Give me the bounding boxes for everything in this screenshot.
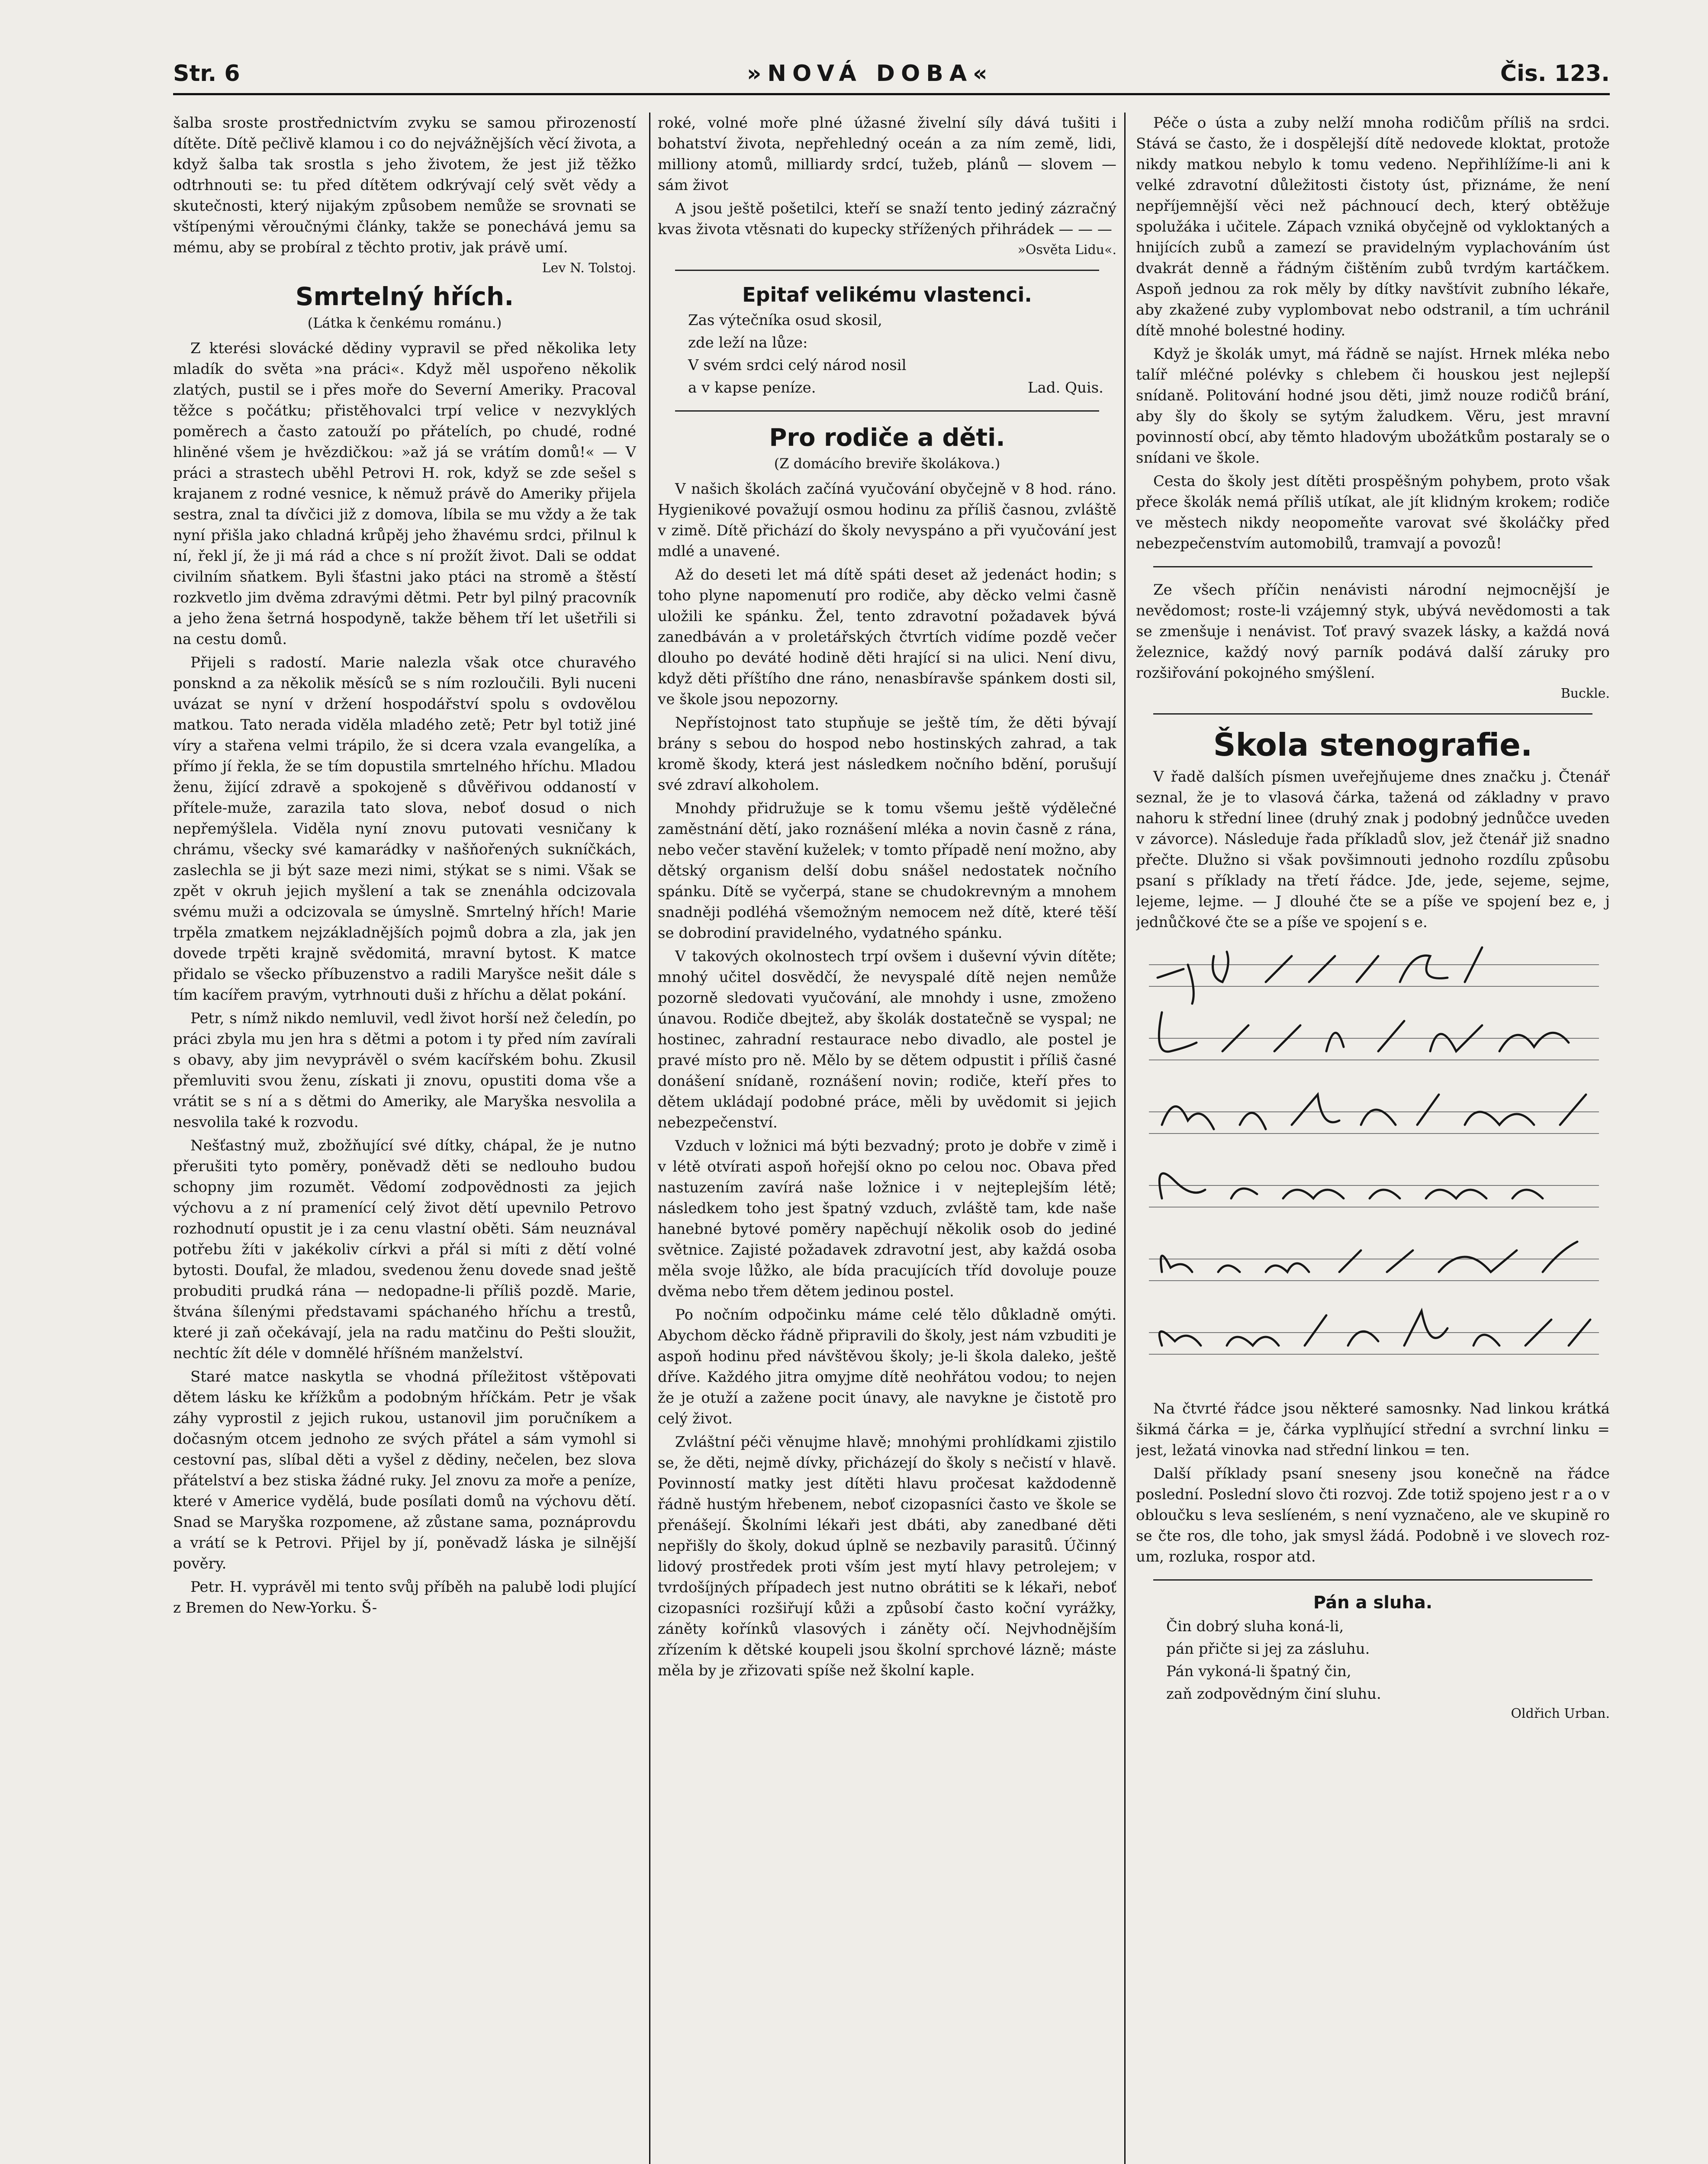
parents-title: Pro rodiče a děti. [769,424,1005,452]
story-paragraph: Petr. H. vyprávěl mi tento svůj příběh na palubě lodi plující z Bremen do New-Yorku. Š- [173,1578,636,1617]
story-paragraph: Přijeli s radostí. Marie nalezla však otce churavého ponsknd a za několik měsíců se s ním rozloučili. Byli nuceni uvázat se nyní v držení hospodářství spolu s ovdovělou matkou. Tato nerada viděla mladého zetě; Petr byl totiž jiné víry a stařena velmi trápilo, že si dcera vzala evangelíka, a přímo jí řekla, že se tím dopustila smrtelného hříchu. Mladou ženu, žijící zdravě a spokojeně s důvěřivou oddaností v přítele-muže, zarazila tato slova, neboť dosud o nich nepřemýšlela. Viděla nyní znovu putovati vesničany k chrámu, všecky své kamarádky v našňořených sukníčkách, zaslechla se ji být saze mezi nimi, stýkat se s nimi. Však se zpět v okruh jejich myšlení a tak se znenáhla odcizovala svému muži a odcizovala se úmyslně. Smrtelný hřích! Marie trpěla zmatkem nejzákladnějších pojmů dobra a zla, jak jen dovede trpěti krajně svědomitá, mravní bytost. K matce přidalo se všecko příbuzenstvo a radili Maryšce nešit dále s tím kacířem pravým, vytrhnouti duši z hříchu a dělat pokání. [173,654,636,1004]
poem-line: Pán vykoná-li špatný čin, [1166,1663,1351,1680]
parents-paragraph: V takových okolnostech trpí ovšem i duševní vývin dítěte; mnohý učitel dosvědčí, že nevyspalé dítě nejen nemůže pozorně sledovati vyučování, ale mnohdy i usne, zmoženo únavou. Rodiče dbejtež, aby školák dostatečně se vyspal; ne hostinec, zahradní restaurace nebo divadlo, ale postel je pravé místo pro ně. Mělo by se dětem odpustit i příliš časné donášení snídaně, roznášení novin; rodiče, kteří přes to dětem ukládají podobné práce, měli by uvědomit si jejich nebezpečenství. [658,948,1116,1131]
epitaph-title: Epitaf velikému vlastenci. [742,283,1032,306]
parents-paragraph: Nepřístojnost tato stupňuje se ještě tím, že děti bývají brány s sebou do hospod nebo hostinských zahrad, a tak kromě škody, která jest následkem nočního bdění, porušují své zdraví alkoholem. [658,714,1116,794]
epitaph-line: V svém srdci celý národ nosil [688,357,907,374]
story-paragraph: Staré matce naskytla se vhodná příležitost vštěpovati dětem lásku ke křížkům a podobným hříčkám. Petr je však záhy vyprostil z jejich rukou, ustanovil jim poručníkem a dočasným otcem jednoho ze svých přátel a sám vymohl si cestovní pas, slíbal děti a vyšel z dědiny, nečelen, bez slova přátelství a bez stiska žádné ruky. Jel znovu za moře a peníze, které v Americe vydělá, bude posílati domů na výchovu dětí. Snad se Maryška rozpomene, až zůstane sama, poznáprovdu a vrátí se k Petrovi. Přijel by jí, poněvadž láska je silnější pověry. [173,1368,636,1572]
ocean-text: roké, volné moře plné úžasné živelní síly dává tušiti i bohatství života, nepřehledný oceán a za ním země, lidi, milliony atomů, milliardy srdcí, tužeb, plánů — slovem — sám život [658,114,1116,194]
page-number: Str. 6 [173,61,240,87]
tolstoj-author: Lev N. Tolstoj. [542,261,636,276]
epitaph-line: Zas výtečníka osud skosil, [688,312,882,329]
separator [1153,566,1592,567]
steno-title: Škola stenografie. [1213,727,1533,763]
story-paragraph: Z kterési slovácké dědiny vypravil se před několika lety mladík do světa »na práci«. Když měl uspořeno několik zlatých, pustil se i přes moře do Severní Ameriky. Pracoval těžce s počátku; přistěhovalci trpí velice v nezvyklých poměrech a často zatouží po přátelích, po chudé, rodné hliněné všem je hvězdičkou: »až já se vrátím domů!« — V práci a strastech uběhl Petrovi H. rok, když se zde sešel s krajanem z rodné vesnice, k němuž právě do Ameriky přijela sestra, znal ta dívčici již z domova, líbila se mu vždy a že tak nyní přišla jako chladná krůpěj jeho žhavému srdci, přilnul k ní, řekl jí, že ji má rád a chce s ní prožít život. Dali se oddat civilním sňatkem. Byli šťastni jako ptáci na stromě a štěstí rozkvetlo jim dvěma zdravými dětmi. Petr byl pilný pracovník a jeho žena šetrná hospodyně, takže během tří let ušetřili si na cestu domů. [173,340,636,648]
poem-line: pán přičte si jej za zásluhu. [1166,1640,1370,1658]
parents-paragraph: V našich školách začíná vyučování obyčejně v 8 hod. ráno. Hygienikové považují osmou hodinu za příliš časnou, zvláště v zimě. Dítě přichází do školy nevyspáno a při vyučování jest mdlé a unavené. [658,480,1116,560]
separator [1153,1579,1592,1581]
tolstoj-text: šalba sroste prostřednictvím zvyku se samou přirozeností dítěte. Dítě pečlivě klamou i co do nejvážnějších věcí života, a když šalba tak srostla s jeho životem, že jest již těžko odtrhnouti se: tu před dítětem odkrývají celý svět vědy a skutečnosti, který nijakým způsobem nemůže se srovnati se vštípenými věroučnými články, takže se ponechává jemu sa mému, aby se probíral z těchto protiv, jak právě umí. [173,114,636,256]
newspaper-title: »NOVÁ DOBA« [746,61,994,87]
epitaph-author: Lad. Quis. [1027,379,1103,396]
separator [675,410,1099,412]
parents-paragraph: Mnohdy přidružuje se k tomu všemu ještě výdělečné zaměstnání dětí, jako roznášení mléka a novin časně z rána, nebo večer stavění kuželek; v tomto případě není možno, aby dětský organism delší dobu snášel nedostatek nočního spánku. Dítě se vyčerpá, stane se chudokrevným a mnohem snadněji podléhá všemožným nemocem než dítě, které těší se dobrodiní pravidelného, vydatného spánku. [658,800,1116,942]
separator [1153,713,1592,715]
column-2 [658,113,1116,2164]
column-3 [1136,113,1610,2164]
column-rule-1 [649,113,650,2164]
column-1 [173,113,636,2164]
header-rule [173,93,1610,95]
buckle-author: Buckle. [1560,686,1610,701]
parents-subtitle: (Z domácího breviře školákova.) [774,455,1000,472]
story-subtitle: (Látka k čenkému románu.) [307,315,502,331]
story-paragraph: Petr, s nímž nikdo nemluvil, vedl život horší než čeledín, po práci zbyla mu jen hra s dětmi a potom i ty před ním zavírali s obavy, aby jim nevyprávěl o svém kacířském bohu. Zkusil přemluviti svou ženu, získati ji znovu, opustiti doma vše a vrátit se s ní a s dětmi do Ameriky, ale Maryška nesvolila a nesvolila také k rozvodu. [173,1010,636,1131]
steno-examples [1136,939,1610,1389]
teeth-paragraph: Když je školák umyt, má řádně se najíst. Hrnek mléka nebo talíř mléčné polévky s chlebem či houskou jest nejlepší snídaně. Politování hodné jsou děti, jimž nouze rodičů brání, aby šly do školy se sytým žaludkem. Věru, jest mravní povinností obcí, aby těmto hladovým ubožátkům postaraly se o snídani ve škole. [1136,345,1610,467]
poem-line: zaň zodpovědným činí sluhu. [1166,1685,1381,1703]
ocean-source: »Osvěta Lidu«. [1017,242,1116,258]
steno-after: Na čtvrté řádce jsou některé samosnky. Nad linkou krátká šikmá čárka = je, čárka vyplňující střední a svrchní linku = jest, ležatá vinovka nad střední linkou = ten. [1136,1400,1610,1459]
steno-examples-drawing [1136,939,1610,1389]
poem-title: Pán a sluha. [1313,1593,1433,1613]
epitaph-line [688,377,1103,398]
story-paragraph: Nešťastný muž, zbožňující své dítky, chápal, že je nutno přerušiti tyto poměry, poněvadž děti se nedlouho budou schopny jim rozumět. Vědomí zodpovědnosti za jejich výchovu a z ní pramenící celý život dětí upevnilo Petrovo rozhodnutí opustit je i za cenu vlastní oběti. Sám neuznával potřebu žíti v jakékoliv církvi a přál si míti z dětí volné bytosti. Doufal, že mladou, svedenou ženu dovede snad ještě probuditi prudká rána — nedopadne-li příliš pozdě. Marie, štvána šílenými představami spáchaného hříchu a trestů, které ji zaň očekávají, jela na radu matčinu do Pešti sloužit, nechtíc žít déle v domnělé hříšném manželství. [173,1137,636,1362]
ocean-text: A jsou ještě pošetilci, kteří se snaží tento jediný zázračný kvas života vtěsnati do kupecky střížených přihrádek — — — [658,200,1116,238]
parents-paragraph: Po nočním odpočinku máme celé tělo důkladně omýti. Abychom děcko řádně připravili do školy, jest nám vzbuditi je aspoň hodinu před návštěvou školy; je-li škola daleko, ještě dříve. Každého jitra omyjme dítě neohřátou vodou; to nejen že je otuží a zažene pocit únavy, ale navykne je čistotě pro celý život. [658,1306,1116,1427]
page-header [173,52,1610,87]
column-rule-2 [1124,113,1126,2164]
poem-line: Čin dobrý sluha koná-li, [1166,1618,1344,1635]
parents-paragraph: Vzduch v ložnici má býti bezvadný; proto je dobře v zimě i v létě otvírati aspoň hořejší okno po celou noc. Obava před nastuzením zavírá naše ložnice i v nejteplejším létě; následkem toho jest špatný vzduch, zvláště tam, kde naše hanebné bytové poměry napěchují několik osob do jediné světnice. Zajisté požadavek zdravotní jest, aby každá osoba měla svoje lůžko, ale bída pracujících tříd dovoluje pouze dvěma nebo třem dětem jedinou postel. [658,1137,1116,1300]
epitaph-last-line: a v kapse peníze. [688,379,816,396]
poem-author: Oldřich Urban. [1511,1706,1610,1721]
teeth-paragraph: Cesta do školy jest dítěti prospěšným pohybem, proto však přece školák nemá příliš utíkat, ale jít klidným krokem; rodiče ve městech nikdy neopomeňte varovat své školáčky před nebezpečenstvím automobilů, tramvají a povozů! [1136,473,1610,552]
buckle-quote: Ze všech příčin nenávisti národní nejmocnější je nevědomost; roste-li vzájemný styk, ubývá nevědomosti a tak se zmenšuje i nenávist. Toť pravý svazek lásky, a každá nová železnice, každý nový parník podává další záruky pro rozšiřování pokojného smýšlení. [1136,581,1610,682]
parents-paragraph: Až do deseti let má dítě spáti deset až jedenáct hodin; s toho plyne napomenutí pro rodiče, aby děcko velmi časně uložili ke spánku. Žel, tento zdravotní požadavek bývá zanedbáván a v proletářských čtvrtích vidíme pozdě večer dlouho po deváté hodině děti hrající si na ulici. Není divu, když děti příštího dne ráno, nenasbíravše spánkem dosti sil, ve škole jsou nepozorny. [658,566,1116,708]
epitaph-line: zde leží na lůze: [688,334,808,351]
parents-paragraph: Zvláštní péči věnujme hlavě; mnohými prohlídkami zjistilo se, že děti, nejmě dívky, přicházejí do školy s nečistí v hlavě. Povinností matky jest dítěti hlavu pročesat každodenně řádně hustým hřebenem, neboť cizopasníci často ve škole se přenášejí. Školními lékaři jest dbáti, aby zanedbané děti nepřišly do školy, dokud úplně se nezbavily parasitů. Účinný lidový prostředek proti vším jest mytí hlavy petrolejem; v tvrdošíjných případech jest nutno obrátiti se k lékaři, neboť cizopasníci rozšiřují kůži a způsobí často koční vyrážky, záněty kořínků vlasových i záněty očí. Nejvhodnějším zřízením k dětské koupeli jsou školní sprchové lázně; máste měla by je zřizovati spíše než školní kaple. [658,1433,1116,1679]
story-title: Smrtelný hřích. [295,282,514,311]
issue-number: Čis. 123. [1500,61,1610,87]
steno-intro: V řadě dalších písmen uveřejňujeme dnes značku j. Čtenář seznal, že je to vlasová čárka, tažená od základny v pravo nahoru k střední linee (druhý znak j podobný jednůčce uveden v závorce). Následuje řada příkladů slov, jež čtenář již snadno přečte. Dlužno si však povšimnouti jednoho rozdílu způsobu psaní s příklady na třetí řádce. Jde, jede, sejeme, sejme, lejeme, lejme. — J dlouhé čte se a píše ve spojení bez e, j jednůčkové čte se a píše ve spojení s e. [1136,768,1610,931]
steno-after: Další příklady psaní sneseny jsou konečně na řádce poslední. Poslední slovo čti rozvoj. Zde totiž spojeno jest r a o v obloučku s leva seslíeném, s není vyznačeno, ale ve skupině ro se čte ros, dle toho, jak smysl žádá. Podobně i ve slovech roz-um, rozluka, rospor atd. [1136,1465,1610,1565]
separator [675,270,1099,271]
teeth-paragraph: Péče o ústa a zuby nelží mnoha rodičům příliš na srdci. Stává se často, že i dospělejší dítě nedovede kloktat, protože nikdy matkou nebylo k tomu vedeno. Nepřihlížíme-li ani k velké zdravotní důležitosti čistoty úst, přiznáme, že není nepříjemnější věci než páchnoucí dech, který obtěžuje spolužáka i učitele. Zápach vzniká obyčejně od vykloktaných a hnijících zubů a zamezí se pravidelným vyplachováním úst dvakrát denně a řádným čištěním zubů tvrdým kartáčkem. Aspoň jednou za rok měly by dítky navštívit zubního lékaře, aby zkažené zuby vyplombovat nebo odstranil, a tím uchránil dítě mnohé bolestné hodiny. [1136,114,1610,339]
